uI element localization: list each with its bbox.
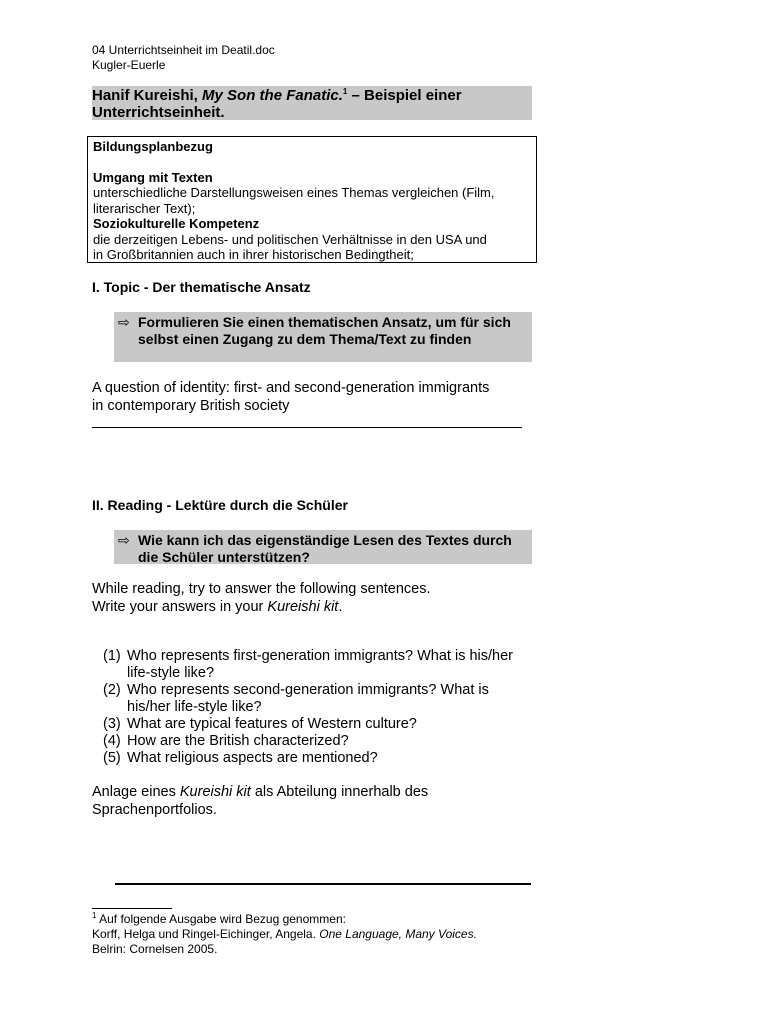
section2-task — [114, 530, 532, 564]
question-number: (3) — [103, 716, 121, 732]
bildungsplan-text2b: in Großbritannien auch in ihrer historischen Bedingtheit; — [93, 247, 414, 262]
question-number: (1) — [103, 648, 121, 664]
section2-intro-line2 — [92, 598, 342, 616]
question-text: What religious aspects are mentioned? — [127, 750, 378, 766]
footnote-separator — [92, 908, 172, 909]
section1-heading: I. Topic - Der thematische Ansatz — [92, 279, 311, 295]
document-filename: 04 Unterrichtseinheit im Deatil.doc — [92, 43, 275, 57]
closing-line1 — [92, 783, 428, 801]
list-item — [103, 750, 527, 767]
bildungsplan-box — [87, 136, 537, 263]
intro-prefix: Write your answers in your — [92, 599, 268, 615]
bildungsplan-heading: Bildungsplanbezug — [93, 139, 213, 154]
title-suffix: – Beispiel einer Unterrichtseinheit. — [92, 87, 462, 121]
closing-suffix: als Abteilung innerhalb des — [250, 784, 429, 800]
question-text: Who represents second-generation immigrants? What is his/her life-style like? — [127, 682, 489, 715]
section1-task — [114, 312, 532, 362]
title-work: My Son the Fanatic. — [202, 87, 343, 104]
bildungsplan-text2a: die derzeitigen Lebens- und politischen Verhältnisse in den USA und — [93, 231, 487, 247]
closing-line2: Sprachenportfolios. — [92, 802, 217, 818]
intro-kit: Kureishi kit — [267, 599, 339, 615]
question-text: What are typical features of Western culture? — [127, 716, 417, 732]
title-prefix: Hanif Kureishi, — [92, 87, 203, 104]
list-item — [103, 682, 527, 716]
footnote-line3: Belrin: Cornelsen 2005. — [92, 942, 218, 956]
section1-task-text: Formulieren Sie einen thematischen Ansatz, um für sich selbst einen Zugang zu dem Thema/Text zu finden — [138, 314, 511, 347]
footnote-book-title: One Language, Many Voices. — [319, 927, 477, 941]
footnote-line2 — [92, 927, 477, 942]
footnote-mark: 1 — [92, 911, 97, 920]
section1-answer-line1: A question of identity: first- and second-generation immigrants — [92, 380, 490, 396]
closing-prefix: Anlage eines — [92, 784, 180, 800]
list-item — [103, 648, 527, 682]
section2-intro-line1: While reading, try to answer the following sentences. — [92, 581, 431, 597]
title-footnote-mark: 1 — [342, 87, 348, 96]
section2-task-text: Wie kann ich das eigenständige Lesen des Textes durch die Schüler unterstützen? — [138, 532, 512, 565]
section2-heading: II. Reading - Lektüre durch die Schüler — [92, 497, 348, 513]
document-author: Kugler-Euerle — [92, 58, 166, 72]
question-list — [103, 648, 527, 767]
section-divider — [115, 883, 531, 885]
closing-kit: Kureishi kit — [179, 784, 251, 800]
question-text: Who represents first-generation immigrants? What is his/her life-style like? — [127, 648, 514, 681]
question-number: (2) — [103, 682, 121, 698]
question-text: How are the British characterized? — [127, 733, 349, 749]
bildungsplan-sub2: Soziokulturelle Kompetenz — [93, 216, 260, 231]
intro-suffix: . — [338, 599, 343, 615]
footnote-text1: Auf folgende Ausgabe wird Bezug genommen: — [96, 912, 346, 926]
page-title — [92, 86, 532, 120]
arrow-right-icon: ⇨ — [118, 532, 130, 548]
section1-answer-line2: in contemporary British society — [92, 398, 290, 414]
footnote-authors: Korff, Helga und Ringel-Eichinger, Angela. — [92, 927, 320, 941]
bildungsplan-text1b: literarischer Text); — [93, 200, 196, 216]
footnote-line1 — [92, 912, 346, 927]
question-number: (5) — [103, 750, 121, 766]
question-number: (4) — [103, 733, 121, 749]
bildungsplan-text1a: unterschiedliche Darstellungsweisen eines Themas vergleichen (Film, — [93, 185, 495, 200]
arrow-right-icon: ⇨ — [118, 314, 130, 330]
answer-underline — [92, 427, 522, 428]
list-item — [103, 733, 527, 750]
bildungsplan-sub1: Umgang mit Texten — [93, 169, 213, 185]
list-item — [103, 716, 527, 733]
